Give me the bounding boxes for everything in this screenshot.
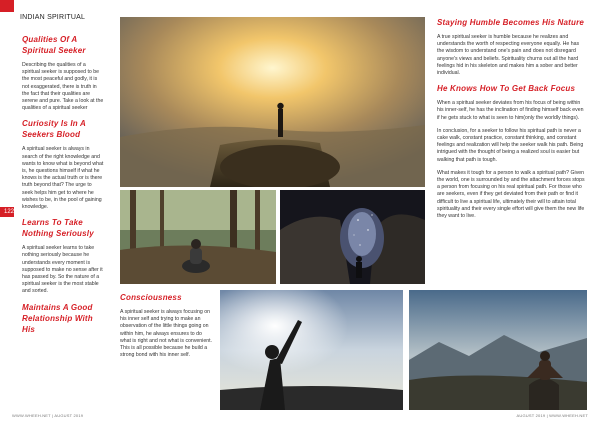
- header-accent-bar: [0, 0, 14, 12]
- photo-starry-night: [280, 190, 425, 284]
- column-left: [22, 34, 104, 341]
- paragraph-intro: Describing the qualities of a spiritual seeker is supposed to be the most peaceful and godly, it is not exaggerated, there is truth in the fact that their qualities are serene and pure. Take a look at the qualities of a spiritual seeker: [22, 62, 104, 112]
- page-number: 122: [3, 209, 14, 215]
- paragraph-focus: When a spiritual seeker deviates from his focus of being within his inner-self, he has the inclination of finding himself back even if he gets stuck to what is seen to him(only the worldly things).: [437, 100, 584, 121]
- photo-forest-meditation: [120, 190, 276, 284]
- section-header: INDIAN SPIRITUAL: [20, 14, 86, 21]
- paragraph-humble: A true spiritual seeker is humble because he realizes and understands the worth of respecting everyone equally. He has the wisdom to understand one's pain and does not disregard anyone's views and beliefs. Spirituality churns out all the hard feelings hid in his skeleton and makes him a sober and better individual.: [437, 34, 580, 77]
- column-right: [437, 17, 587, 226]
- paragraph-conclusion: In conclusion, for a seeker to follow his spiritual path is never a cake walk, constant practice, constant thinking, and constant feelings and realization will help the seeker walk his path. Being intrigued with the thought of being a realized soul is easier but walking that path is tough.: [437, 127, 584, 163]
- photo-reaching-sky: [220, 290, 403, 410]
- heading-humble: Staying Humble Becomes His Nature: [437, 18, 585, 27]
- heading-curiosity: Curiosity Is In A Seekers Blood: [22, 119, 86, 140]
- paragraph-consciousness: A spiritual seeker is always focusing on his inner self and trying to make an observation of the little things going on within him, he always ensures to do what is right and not what is convenient. This is all possible because he build a strong bond with his inner self.: [120, 309, 212, 359]
- footer-right: AUGUST 2019 | WWW.WHEEH.NET: [516, 413, 588, 418]
- paragraph-learns: A spiritual seeker learns to take nothing seriously because he understands every moment is supposed to make no sense after it has passed by. So the nature of a spiritual seeker is the most stable and sorted.: [22, 245, 103, 295]
- paragraph-tough: What makes it tough for a person to walk a spiritual path? Given the world, one is surrounded by and the attachment forces stops a person from focusing on his real spiritual path. For those who are seekers, even if they get deviated from their path or find it difficult to live a spiritual life, ultimately their will to attain total spirituality and their every single effort will give them the new life they want to live.: [437, 169, 585, 220]
- photo-sunset-seeker: [120, 17, 425, 187]
- heading-relationship: Maintains A Good Relationship With His: [22, 302, 93, 334]
- column-middle: [120, 292, 214, 365]
- heading-focus: He Knows How To Get Back Focus: [437, 84, 576, 94]
- footer-left: WWW.WHEEH.NET | AUGUST 2019: [12, 413, 84, 418]
- heading-qualities: Qualities Of A Spiritual Seeker: [22, 35, 86, 55]
- paragraph-curiosity: A spiritual seeker is always in search of the right knowledge and wants to know what is beyond what is, he questions himself if what he knows is the actual truth or is there truth beyond that? The urge to seek helps him get to where he wishes to be, in the pool of gaining knowledge.: [22, 146, 104, 211]
- photo-mountain-meditation: [409, 290, 587, 410]
- heading-learns: Learns To Take Nothing Seriously: [22, 218, 94, 239]
- heading-consciousness: Consciousness: [120, 293, 182, 302]
